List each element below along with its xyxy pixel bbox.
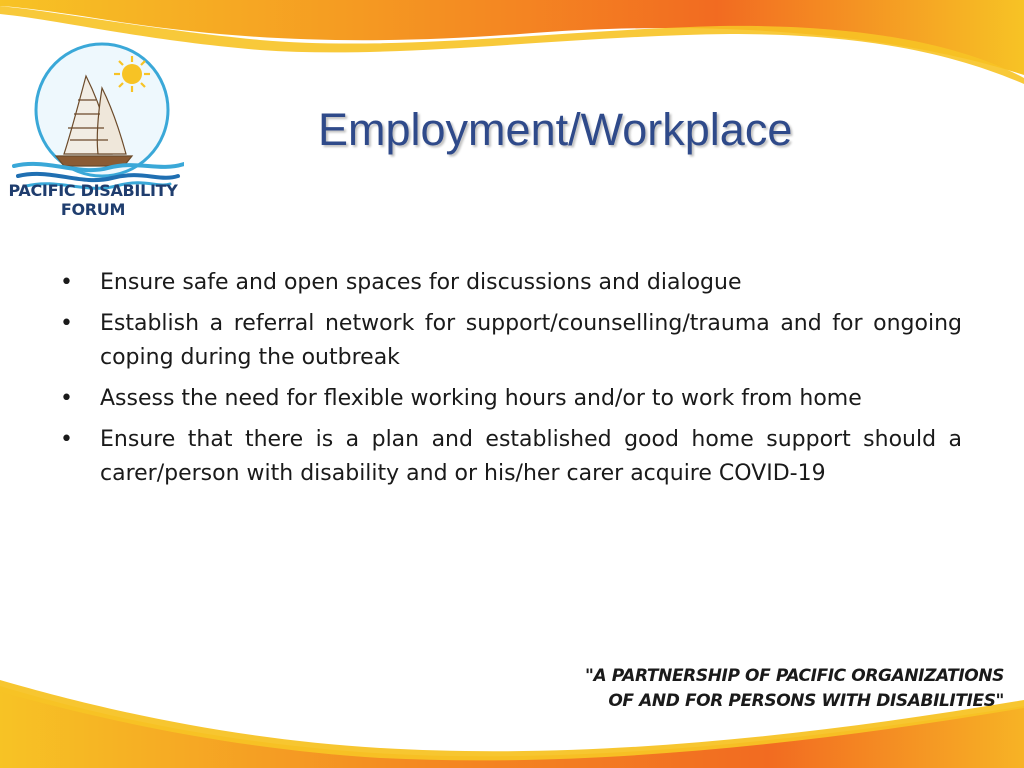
bullet-icon: •	[60, 427, 73, 452]
bullet-item	[60, 266, 962, 300]
logo-text-line2: FORUM	[60, 200, 126, 219]
bullet-item	[60, 307, 962, 375]
bullet-icon: •	[60, 386, 73, 411]
bullet-text: Ensure safe and open spaces for discussions and dialogue	[100, 270, 742, 295]
bullet-list	[60, 266, 962, 498]
bullet-icon: •	[60, 311, 73, 336]
bullet-item	[60, 423, 962, 491]
bullet-icon: •	[60, 270, 73, 295]
bullet-text: Assess the need for flexible working hours and/or to work from home	[100, 386, 862, 411]
bullet-item	[60, 382, 962, 416]
footer-tagline	[585, 664, 1004, 714]
bullet-text: Establish a referral network for support/counselling/trauma and for ongoing coping during the outbreak	[100, 311, 962, 370]
footer-tagline-line1: "A PARTNERSHIP OF PACIFIC ORGANIZATIONS	[585, 666, 1004, 686]
logo-text-line1: PACIFIC DISABILITY	[8, 181, 178, 200]
sun-icon	[114, 56, 150, 92]
page-title: Employment/Workplace	[318, 104, 793, 155]
bullet-text: Ensure that there is a plan and established good home support should a carer/person with disability and or his/her carer acquire COVID-19	[100, 427, 962, 486]
footer-tagline-line2: OF AND FOR PERSONS WITH DISABILITIES"	[608, 691, 1004, 711]
